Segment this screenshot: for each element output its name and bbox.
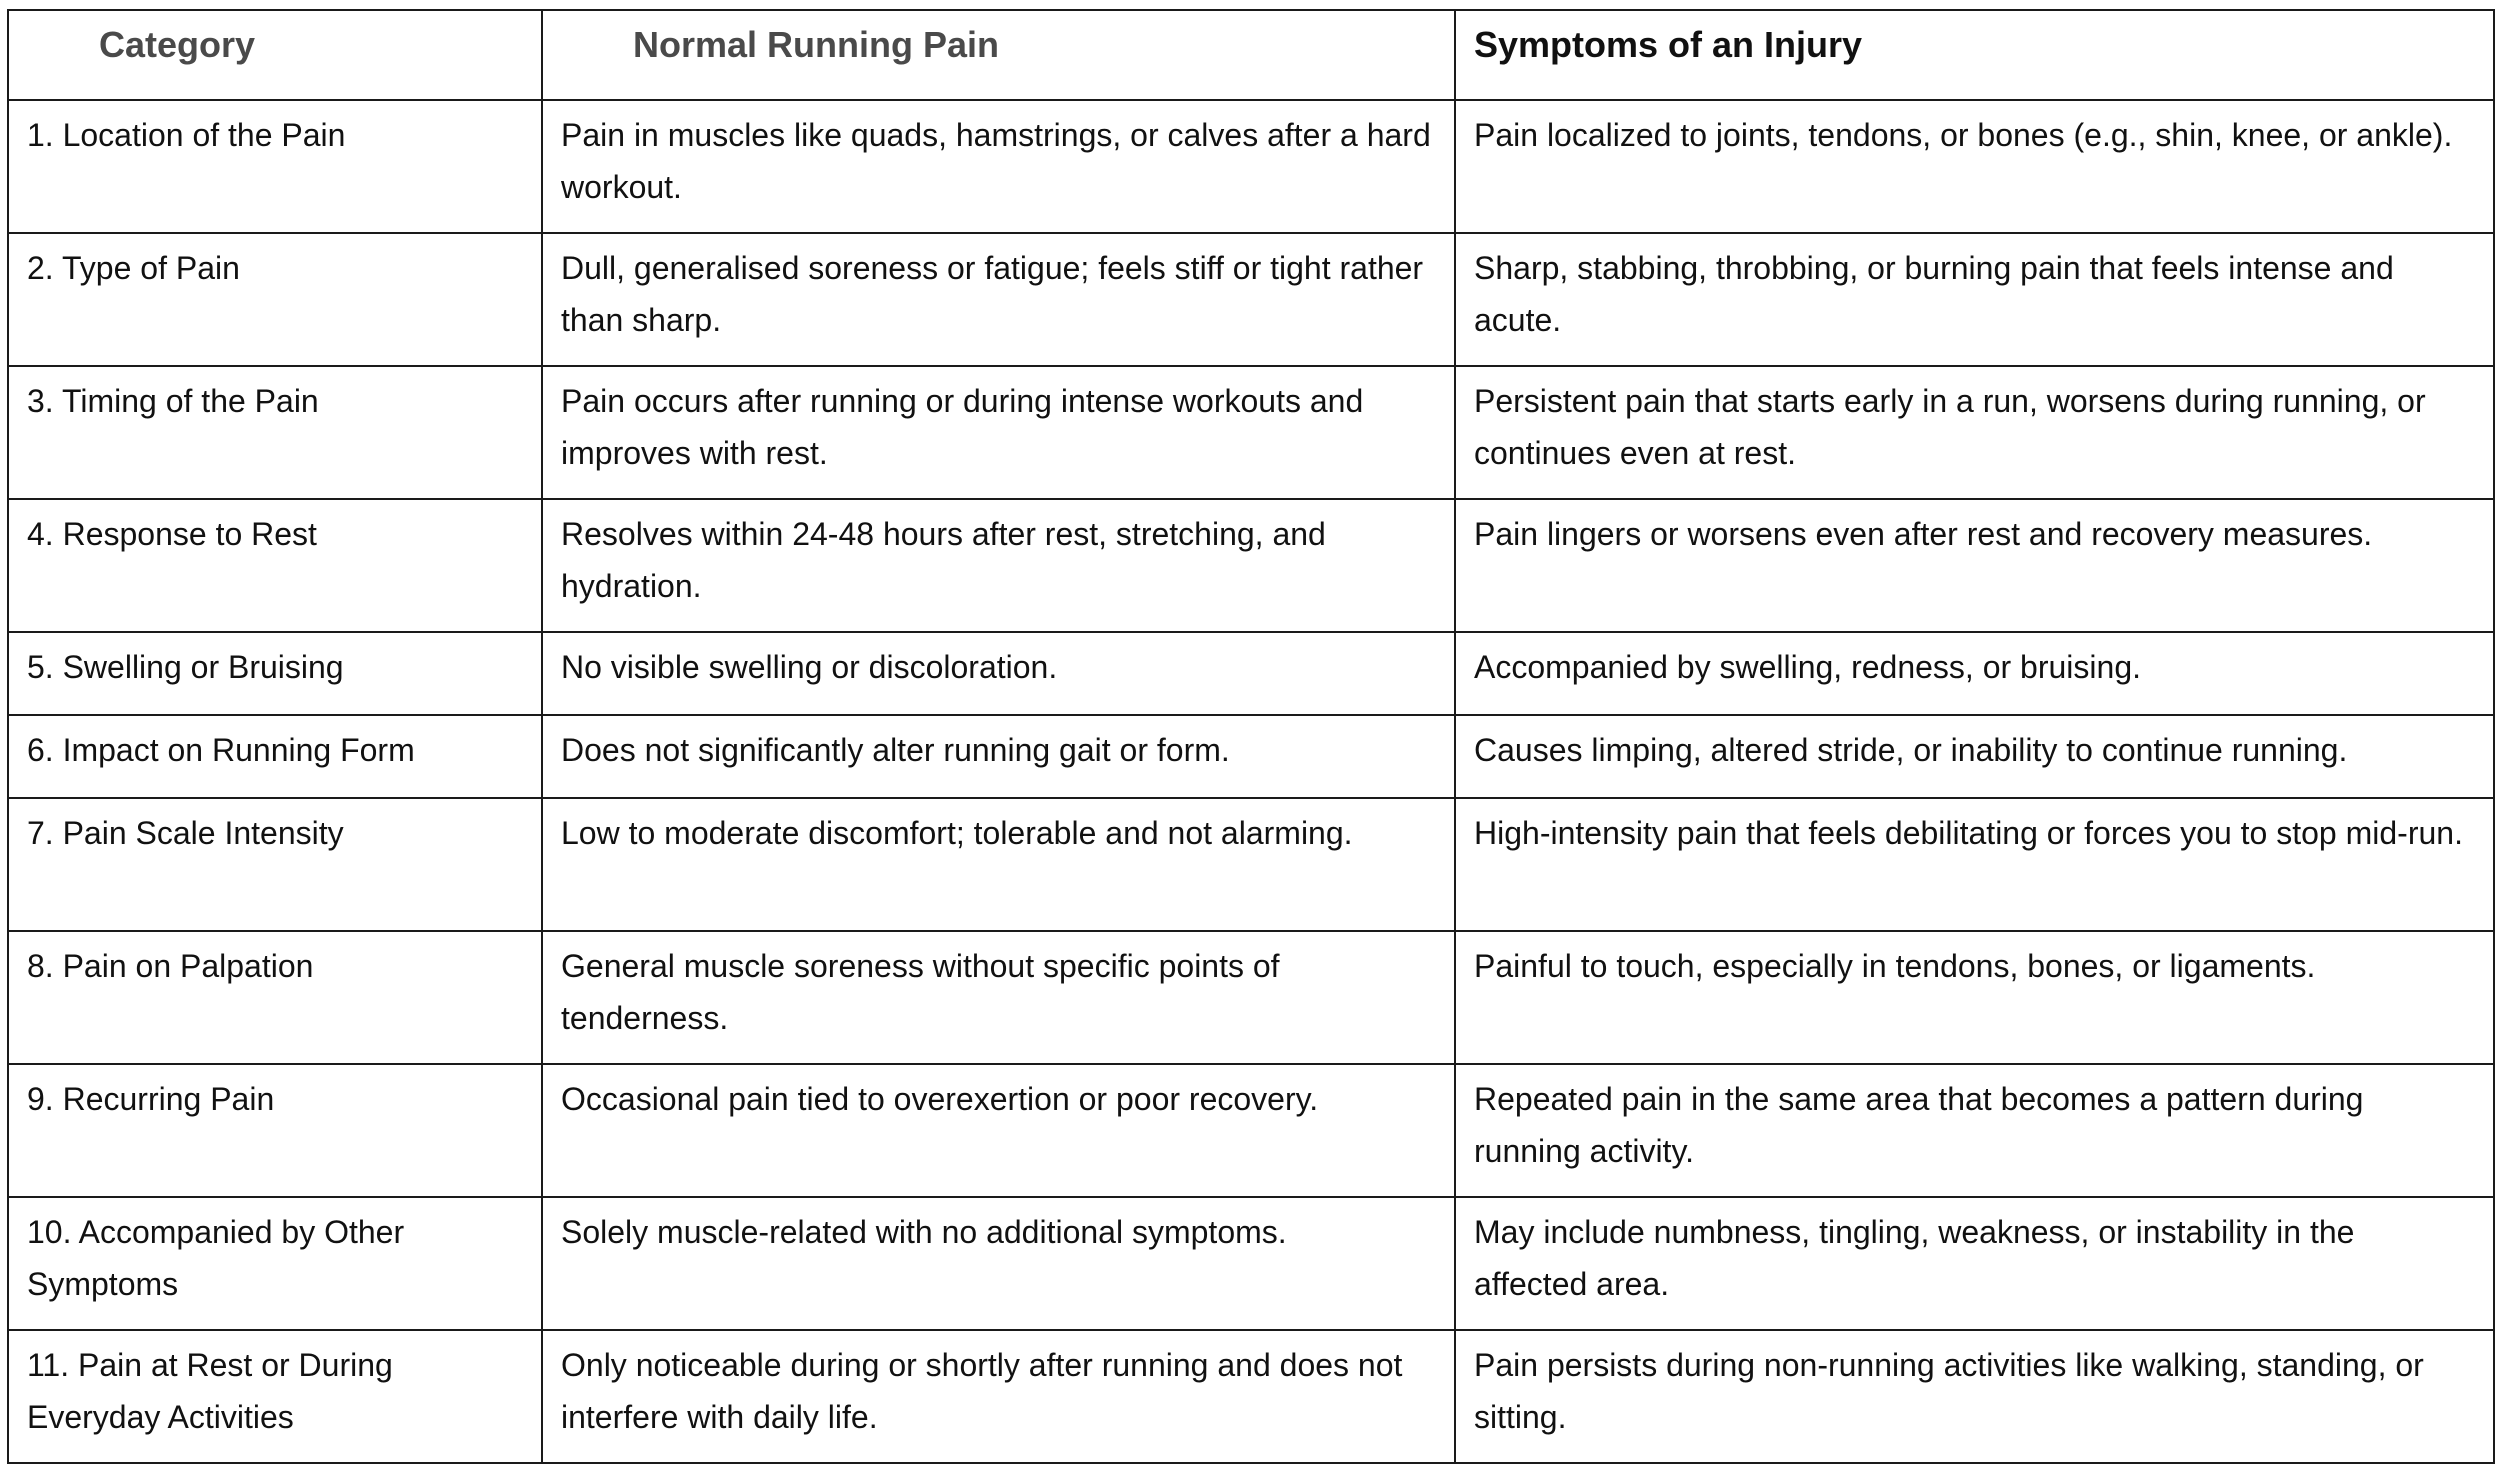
normal-pain-cell: Dull, generalised soreness or fatigue; feels stiff or tight rather than sharp. bbox=[542, 233, 1455, 366]
category-cell: 4. Response to Rest bbox=[8, 499, 542, 632]
injury-symptom-cell: Sharp, stabbing, throbbing, or burning pain that feels intense and acute. bbox=[1455, 233, 2494, 366]
injury-symptom-cell: Pain lingers or worsens even after rest and recovery measures. bbox=[1455, 499, 2494, 632]
category-cell: 7. Pain Scale Intensity bbox=[8, 798, 542, 931]
header-category: Category bbox=[8, 10, 542, 100]
injury-symptom-cell: Painful to touch, especially in tendons, bones, or ligaments. bbox=[1455, 931, 2494, 1064]
normal-pain-cell: No visible swelling or discoloration. bbox=[542, 632, 1455, 715]
normal-pain-cell: Does not significantly alter running gait or form. bbox=[542, 715, 1455, 798]
table-row bbox=[8, 100, 2494, 233]
category-cell: 9. Recurring Pain bbox=[8, 1064, 542, 1197]
normal-pain-cell: Resolves within 24-48 hours after rest, stretching, and hydration. bbox=[542, 499, 1455, 632]
header-normal-running-pain: Normal Running Pain bbox=[542, 10, 1455, 100]
injury-symptom-cell: Repeated pain in the same area that becomes a pattern during running activity. bbox=[1455, 1064, 2494, 1197]
table-row bbox=[8, 233, 2494, 366]
injury-symptom-cell: Accompanied by swelling, redness, or bruising. bbox=[1455, 632, 2494, 715]
category-cell: 2. Type of Pain bbox=[8, 233, 542, 366]
table-row bbox=[8, 1064, 2494, 1197]
table-row bbox=[8, 1330, 2494, 1463]
normal-pain-cell: Occasional pain tied to overexertion or poor recovery. bbox=[542, 1064, 1455, 1197]
table-row bbox=[8, 798, 2494, 931]
category-cell: 6. Impact on Running Form bbox=[8, 715, 542, 798]
category-cell: 5. Swelling or Bruising bbox=[8, 632, 542, 715]
injury-symptom-cell: High-intensity pain that feels debilitating or forces you to stop mid-run. bbox=[1455, 798, 2494, 931]
table-row bbox=[8, 632, 2494, 715]
injury-symptom-cell: Pain persists during non-running activities like walking, standing, or sitting. bbox=[1455, 1330, 2494, 1463]
normal-pain-cell: Pain occurs after running or during intense workouts and improves with rest. bbox=[542, 366, 1455, 499]
table-row bbox=[8, 1197, 2494, 1330]
normal-pain-cell: Only noticeable during or shortly after running and does not interfere with daily life. bbox=[542, 1330, 1455, 1463]
table-row bbox=[8, 931, 2494, 1064]
category-cell: 11. Pain at Rest or During Everyday Activities bbox=[8, 1330, 542, 1463]
normal-pain-cell: General muscle soreness without specific points of tenderness. bbox=[542, 931, 1455, 1064]
category-cell: 3. Timing of the Pain bbox=[8, 366, 542, 499]
table-row bbox=[8, 366, 2494, 499]
category-cell: 10. Accompanied by Other Symptoms bbox=[8, 1197, 542, 1330]
injury-symptom-cell: Pain localized to joints, tendons, or bones (e.g., shin, knee, or ankle). bbox=[1455, 100, 2494, 233]
category-cell: 8. Pain on Palpation bbox=[8, 931, 542, 1064]
injury-symptom-cell: Causes limping, altered stride, or inability to continue running. bbox=[1455, 715, 2494, 798]
normal-pain-cell: Solely muscle-related with no additional symptoms. bbox=[542, 1197, 1455, 1330]
header-symptoms-of-injury: Symptoms of an Injury bbox=[1455, 10, 2494, 100]
table-row bbox=[8, 715, 2494, 798]
normal-pain-cell: Pain in muscles like quads, hamstrings, or calves after a hard workout. bbox=[542, 100, 1455, 233]
normal-pain-cell: Low to moderate discomfort; tolerable and not alarming. bbox=[542, 798, 1455, 931]
table-row bbox=[8, 499, 2494, 632]
comparison-table bbox=[7, 9, 2495, 1464]
table-header-row bbox=[8, 10, 2494, 100]
injury-symptom-cell: Persistent pain that starts early in a run, worsens during running, or continues even at rest. bbox=[1455, 366, 2494, 499]
category-cell: 1. Location of the Pain bbox=[8, 100, 542, 233]
injury-symptom-cell: May include numbness, tingling, weakness, or instability in the affected area. bbox=[1455, 1197, 2494, 1330]
